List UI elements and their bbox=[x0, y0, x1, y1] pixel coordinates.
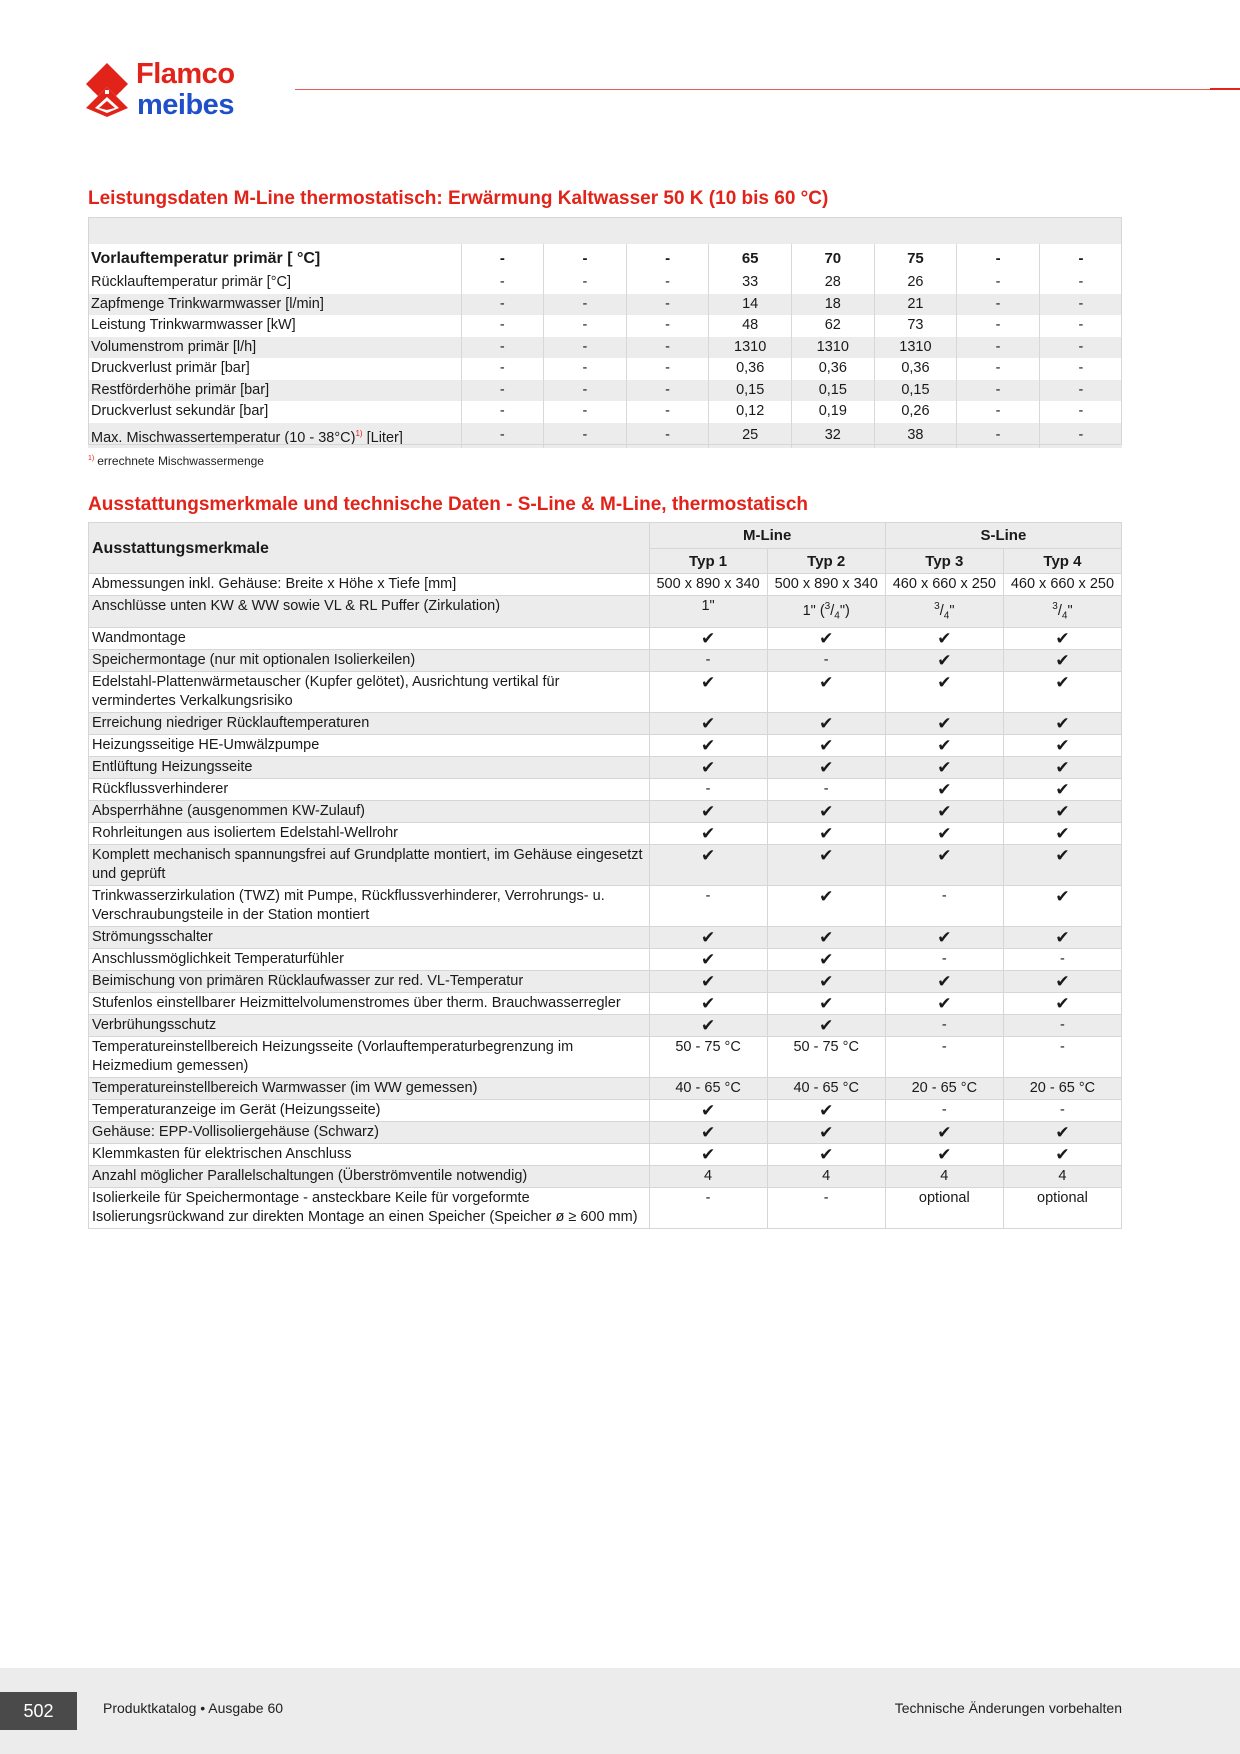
performance-cell: - bbox=[957, 315, 1040, 337]
checkmark-icon: ✔ bbox=[1003, 992, 1121, 1014]
feature-row bbox=[89, 1187, 1122, 1228]
brand-logo bbox=[86, 60, 256, 124]
performance-cell: - bbox=[461, 244, 544, 272]
feature-value bbox=[885, 596, 1003, 628]
performance-cell: 25 bbox=[709, 423, 792, 449]
performance-cell: - bbox=[461, 380, 544, 402]
checkmark-icon: ✔ bbox=[885, 822, 1003, 844]
checkmark-icon: ✔ bbox=[649, 1121, 767, 1143]
checkmark-icon: ✔ bbox=[1003, 627, 1121, 649]
checkmark-icon: ✔ bbox=[885, 992, 1003, 1014]
checkmark-icon: ✔ bbox=[885, 1121, 1003, 1143]
group-header-m-line: M-Line bbox=[649, 523, 885, 549]
feature-value: - bbox=[885, 885, 1003, 926]
checkmark-icon: ✔ bbox=[649, 627, 767, 649]
checkmark-icon: ✔ bbox=[767, 1099, 885, 1121]
feature-label: Trinkwasserzirkulation (TWZ) mit Pumpe, Rückflussverhinderer, Verrohrungs- u. Verschraubungsteile in der Station montiert bbox=[89, 885, 650, 926]
performance-cell: - bbox=[957, 244, 1040, 272]
feature-value bbox=[767, 596, 885, 628]
value-part: " bbox=[949, 602, 955, 619]
checkmark-icon: ✔ bbox=[767, 885, 885, 926]
performance-cell: - bbox=[544, 337, 627, 359]
checkmark-icon: ✔ bbox=[1003, 778, 1121, 800]
performance-row bbox=[88, 315, 1122, 337]
performance-cell: 0,12 bbox=[709, 401, 792, 423]
checkmark-icon: ✔ bbox=[767, 844, 885, 885]
performance-cell: - bbox=[957, 401, 1040, 423]
value-part: 1" ( bbox=[802, 602, 825, 619]
performance-cell: - bbox=[957, 272, 1040, 294]
performance-cell: - bbox=[626, 315, 709, 337]
feature-label: Klemmkasten für elektrischen Anschluss bbox=[89, 1143, 650, 1165]
feature-row bbox=[89, 1121, 1122, 1143]
performance-cell: - bbox=[957, 380, 1040, 402]
performance-cell: 1310 bbox=[792, 337, 875, 359]
checkmark-icon: ✔ bbox=[649, 992, 767, 1014]
checkmark-icon: ✔ bbox=[767, 800, 885, 822]
feature-value: - bbox=[649, 885, 767, 926]
checkmark-icon: ✔ bbox=[885, 800, 1003, 822]
feature-label: Stufenlos einstellbarer Heizmittelvolumenstromes über therm. Brauchwasserregler bbox=[89, 992, 650, 1014]
feature-row bbox=[89, 926, 1122, 948]
feature-row bbox=[89, 1099, 1122, 1121]
checkmark-icon: ✔ bbox=[1003, 671, 1121, 712]
checkmark-icon: ✔ bbox=[649, 822, 767, 844]
checkmark-icon: ✔ bbox=[767, 822, 885, 844]
feature-label: Erreichung niedriger Rücklauftemperaturen bbox=[89, 712, 650, 734]
checkmark-icon: ✔ bbox=[767, 1014, 885, 1036]
performance-cell: - bbox=[1039, 358, 1122, 380]
disclaimer: Technische Änderungen vorbehalten bbox=[894, 1700, 1122, 1716]
feature-value: - bbox=[885, 1014, 1003, 1036]
value-part: " bbox=[1067, 602, 1073, 619]
feature-row bbox=[89, 1143, 1122, 1165]
feature-row bbox=[89, 822, 1122, 844]
performance-row-label: Volumenstrom primär [l/h] bbox=[88, 337, 461, 359]
row-label-unit: [Liter] bbox=[362, 429, 403, 446]
feature-label: Entlüftung Heizungsseite bbox=[89, 756, 650, 778]
feature-label: Gehäuse: EPP-Vollisoliergehäuse (Schwarz) bbox=[89, 1121, 650, 1143]
feature-value: - bbox=[1003, 1036, 1121, 1077]
feature-row bbox=[89, 970, 1122, 992]
checkmark-icon: ✔ bbox=[885, 649, 1003, 671]
performance-cell: - bbox=[626, 272, 709, 294]
footnote-text: errechnete Mischwassermenge bbox=[97, 454, 264, 468]
checkmark-icon: ✔ bbox=[885, 1143, 1003, 1165]
feature-value: - bbox=[767, 1187, 885, 1228]
checkmark-icon: ✔ bbox=[1003, 734, 1121, 756]
checkmark-icon: ✔ bbox=[885, 926, 1003, 948]
performance-row-label bbox=[88, 423, 461, 449]
checkmark-icon: ✔ bbox=[767, 926, 885, 948]
feature-value: 460 x 660 x 250 bbox=[1003, 574, 1121, 596]
performance-cell: - bbox=[1039, 272, 1122, 294]
feature-row bbox=[89, 948, 1122, 970]
feature-label: Rohrleitungen aus isoliertem Edelstahl-Wellrohr bbox=[89, 822, 650, 844]
performance-cell: 21 bbox=[874, 294, 957, 316]
performance-cell: - bbox=[957, 337, 1040, 359]
footnote-ref: 1) bbox=[355, 428, 363, 438]
performance-cell: 28 bbox=[792, 272, 875, 294]
checkmark-icon: ✔ bbox=[885, 671, 1003, 712]
checkmark-icon: ✔ bbox=[885, 627, 1003, 649]
performance-cell: 0,36 bbox=[792, 358, 875, 380]
performance-row-label: Druckverlust primär [bar] bbox=[88, 358, 461, 380]
performance-cell: - bbox=[957, 423, 1040, 449]
performance-cell: 14 bbox=[709, 294, 792, 316]
feature-value: optional bbox=[885, 1187, 1003, 1228]
fraction-denominator: 4 bbox=[943, 610, 950, 622]
performance-cell: 0,19 bbox=[792, 401, 875, 423]
performance-cell: 1310 bbox=[874, 337, 957, 359]
feature-label: Verbrühungsschutz bbox=[89, 1014, 650, 1036]
performance-cell: - bbox=[544, 244, 627, 272]
feature-row-connections bbox=[89, 596, 1122, 628]
header-rule bbox=[295, 89, 1240, 90]
performance-row-label: Rücklauftemperatur primär [°C] bbox=[88, 272, 461, 294]
feature-row bbox=[89, 756, 1122, 778]
feature-label: Anschlussmöglichkeit Temperaturfühler bbox=[89, 948, 650, 970]
feature-value: 460 x 660 x 250 bbox=[885, 574, 1003, 596]
checkmark-icon: ✔ bbox=[649, 926, 767, 948]
checkmark-icon: ✔ bbox=[767, 970, 885, 992]
feature-value: 500 x 890 x 340 bbox=[767, 574, 885, 596]
checkmark-icon: ✔ bbox=[649, 970, 767, 992]
value-part: ") bbox=[839, 602, 850, 619]
performance-cell: 62 bbox=[792, 315, 875, 337]
feature-value: - bbox=[767, 649, 885, 671]
feature-row bbox=[89, 1077, 1122, 1099]
performance-cell: - bbox=[461, 337, 544, 359]
performance-cell: - bbox=[461, 294, 544, 316]
feature-value: 50 - 75 °C bbox=[649, 1036, 767, 1077]
performance-cell: 0,36 bbox=[709, 358, 792, 380]
feature-value: - bbox=[767, 778, 885, 800]
feature-label: Temperaturanzeige im Gerät (Heizungsseite) bbox=[89, 1099, 650, 1121]
checkmark-icon: ✔ bbox=[885, 778, 1003, 800]
checkmark-icon: ✔ bbox=[1003, 885, 1121, 926]
feature-label: Wandmontage bbox=[89, 627, 650, 649]
feature-value: 4 bbox=[885, 1165, 1003, 1187]
performance-row bbox=[88, 272, 1122, 294]
checkmark-icon: ✔ bbox=[1003, 844, 1121, 885]
fraction-numerator: 3 bbox=[824, 601, 831, 612]
checkmark-icon: ✔ bbox=[649, 948, 767, 970]
feature-row bbox=[89, 844, 1122, 885]
performance-cell: - bbox=[544, 358, 627, 380]
checkmark-icon: ✔ bbox=[649, 844, 767, 885]
performance-cell: 0,15 bbox=[792, 380, 875, 402]
checkmark-icon: ✔ bbox=[1003, 756, 1121, 778]
checkmark-icon: ✔ bbox=[649, 1143, 767, 1165]
feature-value: 1" bbox=[649, 596, 767, 628]
feature-row bbox=[89, 649, 1122, 671]
performance-cell: - bbox=[626, 337, 709, 359]
feature-label: Edelstahl-Plattenwärmetauscher (Kupfer gelötet), Ausrichtung vertikal für vermindertes Verkalkungsrisiko bbox=[89, 671, 650, 712]
checkmark-icon: ✔ bbox=[1003, 712, 1121, 734]
feature-value: - bbox=[885, 1099, 1003, 1121]
footnote bbox=[88, 454, 264, 468]
feature-value: optional bbox=[1003, 1187, 1121, 1228]
checkmark-icon: ✔ bbox=[767, 948, 885, 970]
performance-cell: 33 bbox=[709, 272, 792, 294]
checkmark-icon: ✔ bbox=[1003, 649, 1121, 671]
performance-cell: - bbox=[1039, 380, 1122, 402]
performance-cell: - bbox=[1039, 337, 1122, 359]
catalog-edition: Produktkatalog • Ausgabe 60 bbox=[103, 1700, 284, 1716]
performance-cell: - bbox=[626, 244, 709, 272]
performance-cell: - bbox=[626, 423, 709, 449]
performance-cell: - bbox=[626, 358, 709, 380]
type-header-1: Typ 1 bbox=[649, 549, 767, 574]
performance-cell: 18 bbox=[792, 294, 875, 316]
performance-row-label: Druckverlust sekundär [bar] bbox=[88, 401, 461, 423]
feature-row bbox=[89, 627, 1122, 649]
fraction-slash: / bbox=[830, 602, 835, 619]
flamco-diamond-icon bbox=[86, 63, 128, 117]
feature-value bbox=[1003, 596, 1121, 628]
checkmark-icon: ✔ bbox=[1003, 1121, 1121, 1143]
feature-value: 50 - 75 °C bbox=[767, 1036, 885, 1077]
performance-cell: - bbox=[544, 315, 627, 337]
performance-cell: 26 bbox=[874, 272, 957, 294]
feature-label: Heizungsseitige HE-Umwälzpumpe bbox=[89, 734, 650, 756]
feature-label: Isolierkeile für Speichermontage - ansteckbare Keile für vorgeformte Isolierungsrückwand zur direkten Montage an einen Speicher (Speicher ø ≥ 600 mm) bbox=[89, 1187, 650, 1228]
performance-cell: 38 bbox=[874, 423, 957, 449]
performance-cell: - bbox=[461, 272, 544, 294]
feature-value: - bbox=[649, 1187, 767, 1228]
type-header-3: Typ 3 bbox=[885, 549, 1003, 574]
performance-cell: - bbox=[1039, 244, 1122, 272]
performance-row-label: Zapfmenge Trinkwarmwasser [l/min] bbox=[88, 294, 461, 316]
performance-cell: - bbox=[544, 401, 627, 423]
performance-cell: 0,26 bbox=[874, 401, 957, 423]
performance-cell: - bbox=[461, 358, 544, 380]
performance-table bbox=[88, 244, 1122, 448]
feature-label: Temperatureinstellbereich Heizungsseite (Vorlauftemperaturbegrenzung im Heizmedium gemessen) bbox=[89, 1036, 650, 1077]
page-number: 502 bbox=[0, 1692, 77, 1730]
feature-label: Absperrhähne (ausgenommen KW-Zulauf) bbox=[89, 800, 650, 822]
performance-row bbox=[88, 423, 1122, 449]
performance-cell: - bbox=[461, 423, 544, 449]
checkmark-icon: ✔ bbox=[885, 712, 1003, 734]
performance-cell: - bbox=[626, 401, 709, 423]
fraction-numerator: 3 bbox=[1052, 601, 1058, 612]
checkmark-icon: ✔ bbox=[649, 756, 767, 778]
feature-value: 20 - 65 °C bbox=[1003, 1077, 1121, 1099]
checkmark-icon: ✔ bbox=[649, 1014, 767, 1036]
performance-cell: 0,36 bbox=[874, 358, 957, 380]
checkmark-icon: ✔ bbox=[1003, 926, 1121, 948]
feature-value: 4 bbox=[649, 1165, 767, 1187]
feature-row bbox=[89, 1165, 1122, 1187]
feature-label: Strömungsschalter bbox=[89, 926, 650, 948]
performance-row bbox=[88, 401, 1122, 423]
feature-value: - bbox=[1003, 1099, 1121, 1121]
feature-value: 20 - 65 °C bbox=[885, 1077, 1003, 1099]
features-corner-header: Ausstattungsmerkmale bbox=[89, 523, 650, 574]
feature-value: 4 bbox=[767, 1165, 885, 1187]
features-section-title: Ausstattungsmerkmale und technische Daten - S-Line & M-Line, thermostatisch bbox=[88, 494, 809, 515]
feature-label: Komplett mechanisch spannungsfrei auf Grundplatte montiert, im Gehäuse eingesetzt und geprüft bbox=[89, 844, 650, 885]
checkmark-icon: ✔ bbox=[649, 800, 767, 822]
feature-label: Temperatureinstellbereich Warmwasser (im WW gemessen) bbox=[89, 1077, 650, 1099]
performance-cell: - bbox=[957, 294, 1040, 316]
group-header-s-line: S-Line bbox=[885, 523, 1121, 549]
performance-cell: - bbox=[461, 401, 544, 423]
feature-value: - bbox=[649, 649, 767, 671]
logo-flamco: Flamco bbox=[136, 58, 235, 90]
checkmark-icon: ✔ bbox=[767, 1121, 885, 1143]
performance-cell: 0,15 bbox=[709, 380, 792, 402]
feature-value: - bbox=[885, 1036, 1003, 1077]
feature-value: - bbox=[885, 948, 1003, 970]
feature-row bbox=[89, 1014, 1122, 1036]
checkmark-icon: ✔ bbox=[1003, 800, 1121, 822]
checkmark-icon: ✔ bbox=[767, 756, 885, 778]
checkmark-icon: ✔ bbox=[767, 712, 885, 734]
performance-row-label: Restförderhöhe primär [bar] bbox=[88, 380, 461, 402]
fraction-slash: / bbox=[1057, 602, 1062, 619]
header-rule-accent bbox=[1210, 88, 1240, 90]
checkmark-icon: ✔ bbox=[767, 734, 885, 756]
performance-cell: - bbox=[626, 380, 709, 402]
performance-cell: - bbox=[626, 294, 709, 316]
performance-cell: 48 bbox=[709, 315, 792, 337]
performance-cell: 1310 bbox=[709, 337, 792, 359]
performance-cell: - bbox=[544, 272, 627, 294]
fraction-denominator: 4 bbox=[1061, 610, 1068, 622]
checkmark-icon: ✔ bbox=[649, 1099, 767, 1121]
performance-cell: 32 bbox=[792, 423, 875, 449]
performance-cell: - bbox=[1039, 294, 1122, 316]
checkmark-icon: ✔ bbox=[1003, 822, 1121, 844]
feature-label: Anzahl möglicher Parallelschaltungen (Überströmventile notwendig) bbox=[89, 1165, 650, 1187]
feature-value: 40 - 65 °C bbox=[767, 1077, 885, 1099]
feature-row bbox=[89, 734, 1122, 756]
checkmark-icon: ✔ bbox=[885, 970, 1003, 992]
performance-cell: 73 bbox=[874, 315, 957, 337]
checkmark-icon: ✔ bbox=[767, 992, 885, 1014]
row-label-text: Max. Mischwassertemperatur (10 - 38°C) bbox=[91, 429, 356, 446]
checkmark-icon: ✔ bbox=[767, 671, 885, 712]
performance-cell: - bbox=[544, 294, 627, 316]
feature-value: - bbox=[1003, 948, 1121, 970]
performance-cell: - bbox=[461, 315, 544, 337]
performance-row-label: Leistung Trinkwarmwasser [kW] bbox=[88, 315, 461, 337]
feature-row bbox=[89, 885, 1122, 926]
feature-row bbox=[89, 1036, 1122, 1077]
logo-meibes: meibes bbox=[137, 89, 234, 121]
feature-row bbox=[89, 800, 1122, 822]
fraction-denominator: 4 bbox=[834, 610, 840, 622]
feature-row bbox=[89, 574, 1122, 596]
feature-row bbox=[89, 778, 1122, 800]
checkmark-icon: ✔ bbox=[649, 671, 767, 712]
type-header-2: Typ 2 bbox=[767, 549, 885, 574]
performance-row bbox=[88, 294, 1122, 316]
feature-value: - bbox=[649, 778, 767, 800]
feature-label: Anschlüsse unten KW & WW sowie VL & RL Puffer (Zirkulation) bbox=[89, 596, 650, 628]
performance-cell: 75 bbox=[874, 244, 957, 272]
checkmark-icon: ✔ bbox=[1003, 1143, 1121, 1165]
feature-row bbox=[89, 992, 1122, 1014]
checkmark-icon: ✔ bbox=[885, 844, 1003, 885]
feature-row bbox=[89, 712, 1122, 734]
checkmark-icon: ✔ bbox=[1003, 970, 1121, 992]
checkmark-icon: ✔ bbox=[767, 1143, 885, 1165]
checkmark-icon: ✔ bbox=[885, 756, 1003, 778]
feature-label: Beimischung von primären Rücklaufwasser zur red. VL-Temperatur bbox=[89, 970, 650, 992]
performance-row bbox=[88, 337, 1122, 359]
performance-cell: - bbox=[1039, 315, 1122, 337]
type-header-4: Typ 4 bbox=[1003, 549, 1121, 574]
feature-label: Rückflussverhinderer bbox=[89, 778, 650, 800]
performance-cell: 65 bbox=[709, 244, 792, 272]
features-table bbox=[88, 522, 1122, 1229]
feature-label: Abmessungen inkl. Gehäuse: Breite x Höhe x Tiefe [mm] bbox=[89, 574, 650, 596]
checkmark-icon: ✔ bbox=[649, 734, 767, 756]
feature-value: 40 - 65 °C bbox=[649, 1077, 767, 1099]
performance-row bbox=[88, 380, 1122, 402]
fraction-numerator: 3 bbox=[934, 601, 940, 612]
feature-value: 4 bbox=[1003, 1165, 1121, 1187]
feature-label: Speichermontage (nur mit optionalen Isolierkeilen) bbox=[89, 649, 650, 671]
performance-cell: 70 bbox=[792, 244, 875, 272]
feature-value: 500 x 890 x 340 bbox=[649, 574, 767, 596]
performance-cell: 0,15 bbox=[874, 380, 957, 402]
feature-row bbox=[89, 671, 1122, 712]
checkmark-icon: ✔ bbox=[767, 627, 885, 649]
performance-table-top-band bbox=[88, 217, 1122, 244]
performance-cell: - bbox=[544, 423, 627, 449]
performance-row-label: Vorlauftemperatur primär [ °C] bbox=[88, 244, 461, 272]
footnote-marker: 1) bbox=[88, 455, 95, 462]
performance-cell: - bbox=[957, 358, 1040, 380]
performance-cell: - bbox=[544, 380, 627, 402]
checkmark-icon: ✔ bbox=[885, 734, 1003, 756]
checkmark-icon: ✔ bbox=[649, 712, 767, 734]
performance-cell: - bbox=[1039, 401, 1122, 423]
performance-row bbox=[88, 358, 1122, 380]
feature-value: - bbox=[1003, 1014, 1121, 1036]
fraction-slash: / bbox=[939, 602, 944, 619]
performance-section-title: Leistungsdaten M-Line thermostatisch: Erwärmung Kaltwasser 50 K (10 bis 60 °C) bbox=[88, 188, 829, 209]
performance-cell: - bbox=[1039, 423, 1122, 449]
performance-row bbox=[88, 244, 1122, 272]
